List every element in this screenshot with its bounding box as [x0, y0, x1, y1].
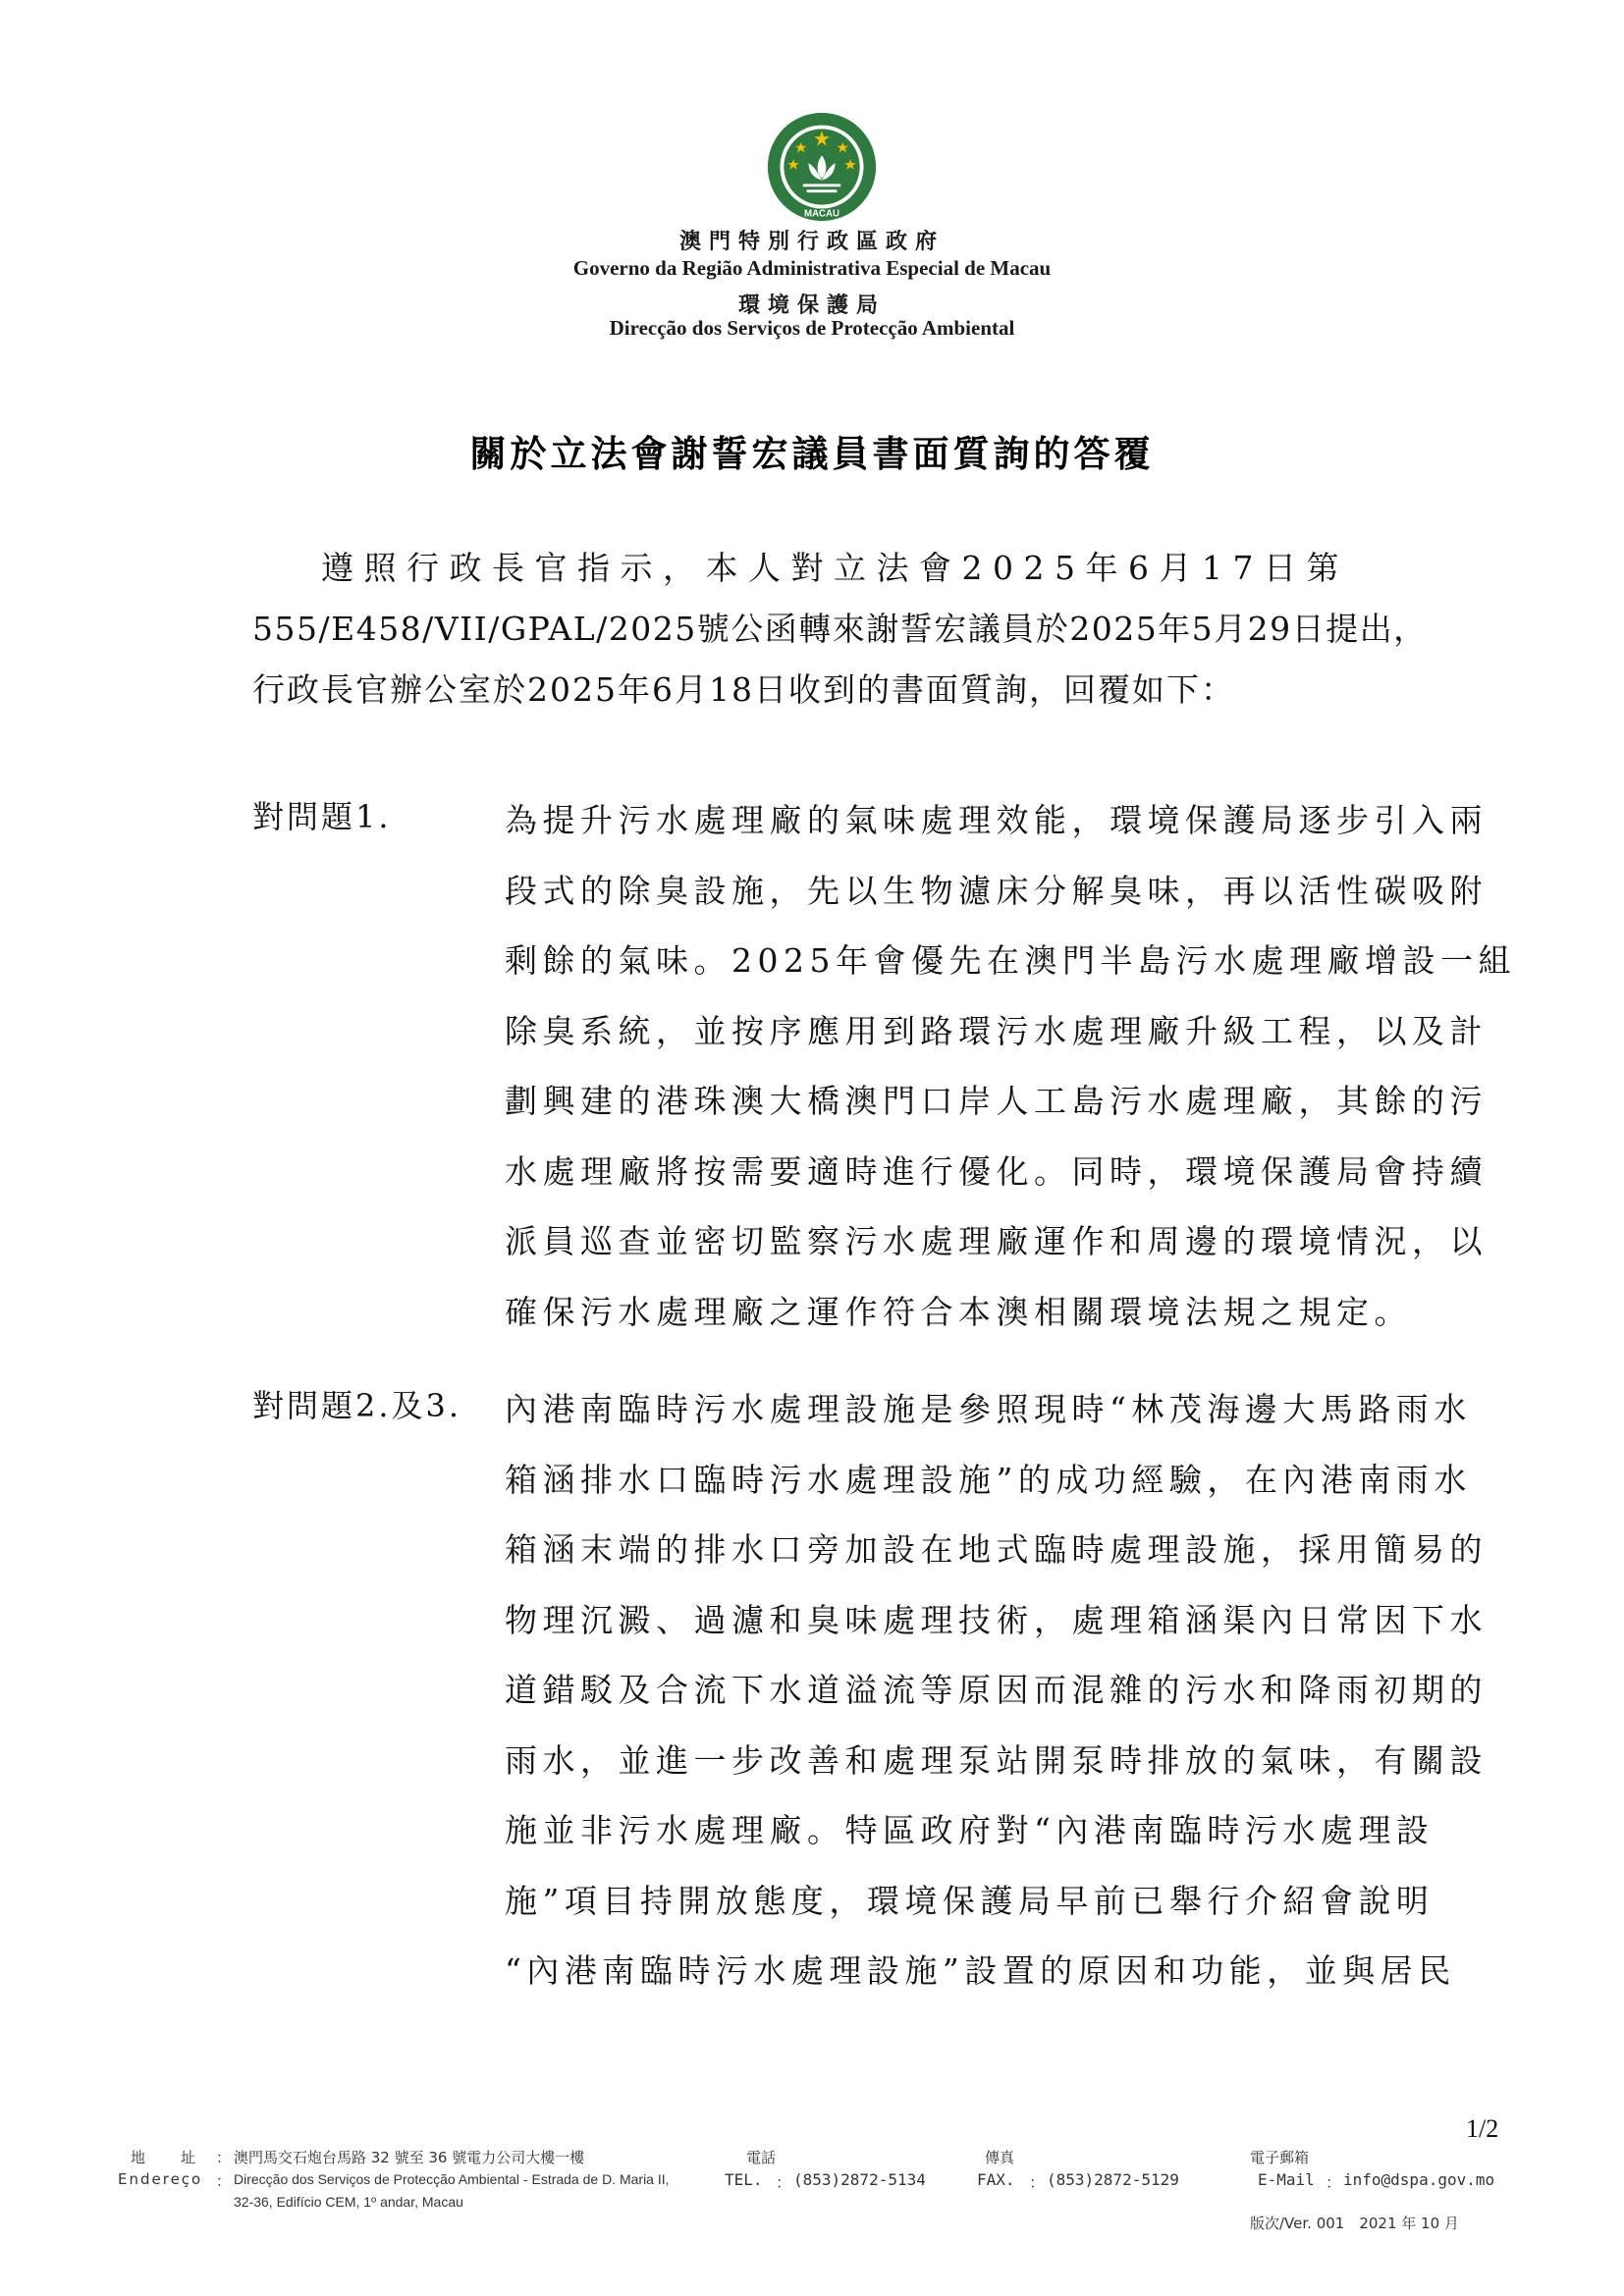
answer-line: 物理沉澱、過濾和臭味處理技術，處理箱涵渠內日常因下水: [505, 1600, 1488, 1639]
answer-line: 施並非污水處理廠。特區政府對“內港南臨時污水處理設: [505, 1811, 1435, 1849]
answer-line: 雨水，並進一步改善和處理泵站開泵時排放的氣味，有關設: [505, 1740, 1488, 1780]
fax-label-zh: 傳真: [985, 2149, 1015, 2166]
org-name-pt: Governo da Região Administrativa Especial de Macau: [572, 256, 1052, 280]
document-title: 關於立法會謝誓宏議員書面質詢的答覆: [469, 432, 1155, 475]
address-label-zh: 地 址: [131, 2149, 198, 2166]
answer-line: 道錯駁及合流下水道溢流等原因而混雜的污水和降雨初期的: [505, 1671, 1488, 1709]
answer-line: 箱涵末端的排水口旁加設在地式臨時處理設施，採用簡易的: [505, 1530, 1488, 1569]
answer-2-3-label: 對問題2.及3.: [252, 1387, 462, 1424]
answer-1-body: [505, 785, 1516, 1347]
email-label-zh: 電子郵箱: [1250, 2149, 1310, 2166]
intro-line: 遵照行政長官指示，本人對立法會2025年6月17日第: [321, 549, 1349, 587]
answer-line: 確保污水處理廠之運作符合本澳相關環境法規之規定。: [505, 1292, 1412, 1331]
answer-line: 施”項目持開放態度，環境保護局早前已舉行介紹會說明: [505, 1881, 1435, 1920]
answer-2-3-body: [505, 1374, 1516, 2006]
macau-emblem-logo: [765, 110, 879, 224]
intro-line: 行政長官辦公室於2025年6月18日收到的書面質詢，回覆如下：: [252, 670, 1235, 709]
answer-line: 剩餘的氣味。2025年會優先在澳門半島污水處理廠增設一組: [505, 941, 1516, 980]
address-label-pt: Endereço: [118, 2170, 203, 2188]
tel-value: (853)2872-5134: [793, 2170, 926, 2189]
answer-line: 為提升污水處理廠的氣味處理效能，環境保護局逐步引入兩: [505, 801, 1488, 839]
answer-line: 內港南臨時污水處理設施是參照現時“林茂海邊大馬路雨水: [505, 1390, 1472, 1428]
version-info: 版次/Ver. 001 2021 年 10 月: [1250, 2215, 1459, 2232]
fax-label: FAX.: [977, 2170, 1015, 2189]
address-zh: 澳門馬交石炮台馬路 32 號至 36 號電力公司大樓一樓: [234, 2149, 585, 2166]
dept-name-zh: 環境保護局: [737, 293, 886, 318]
page-footer: 地 址 ： 澳門馬交石炮台馬路 32 號至 36 號電力公司大樓一樓 Endereço ： Direcção dos Serviços de Protecção Ambiental - Estrada de D. Maria II, 32-36, Edifício CEM, 1º andar, Macau 電話 TEL. ： (853)2872-5134 傳真 FAX. ： (853)2872-5129 電子郵箱 E-Mail ： info@dspa.gov.mo 版次/Ver. 001 2021 年 10 月: [118, 2149, 1495, 2232]
answer-line: “內港南臨時污水處理設施”設置的原因和功能，並與居民: [505, 1951, 1456, 1990]
email-label: E-Mail: [1258, 2170, 1315, 2189]
answer-line: 劃興建的港珠澳大橋澳門口岸人工島污水處理廠，其餘的污: [505, 1082, 1488, 1120]
email-value: info@dspa.gov.mo: [1343, 2170, 1495, 2189]
tel-label-zh: 電話: [746, 2149, 777, 2166]
org-name-zh: 澳門特別行政區政府: [678, 229, 945, 254]
answer-1-label: 對問題1.: [252, 798, 392, 835]
answer-line: 除臭系統，並按序應用到路環污水處理廠升級工程，以及計: [505, 1011, 1488, 1050]
intro-paragraph: [252, 538, 1509, 721]
intro-line: 555/E458/VII/GPAL/2025號公函轉來謝誓宏議員於2025年5月29日提出，: [252, 610, 1428, 648]
emblem-caption: MACAU: [804, 208, 839, 220]
page-number: 1/2: [1466, 2114, 1499, 2143]
address-pt-line-1: Direcção dos Serviços de Protecção Ambiental - Estrada de D. Maria II,: [234, 2171, 670, 2187]
address-pt-line-2: 32-36, Edifício CEM, 1º andar, Macau: [234, 2194, 463, 2210]
answer-line: 水處理廠將按需要適時進行優化。同時，環境保護局會持續: [505, 1151, 1488, 1191]
fax-value: (853)2872-5129: [1047, 2170, 1179, 2189]
tel-label: TEL.: [725, 2170, 763, 2189]
answer-line: 派員巡查並密切監察污水處理廠運作和周邊的環境情況，以: [505, 1222, 1488, 1260]
dept-name-pt: Direcção dos Serviços de Protecção Ambiental: [609, 316, 1015, 340]
answer-line: 段式的除臭設施，先以生物濾床分解臭味，再以活性碳吸附: [505, 871, 1488, 910]
answer-line: 箱涵排水口臨時污水處理設施”的成功經驗，在內港南雨水: [505, 1460, 1472, 1499]
